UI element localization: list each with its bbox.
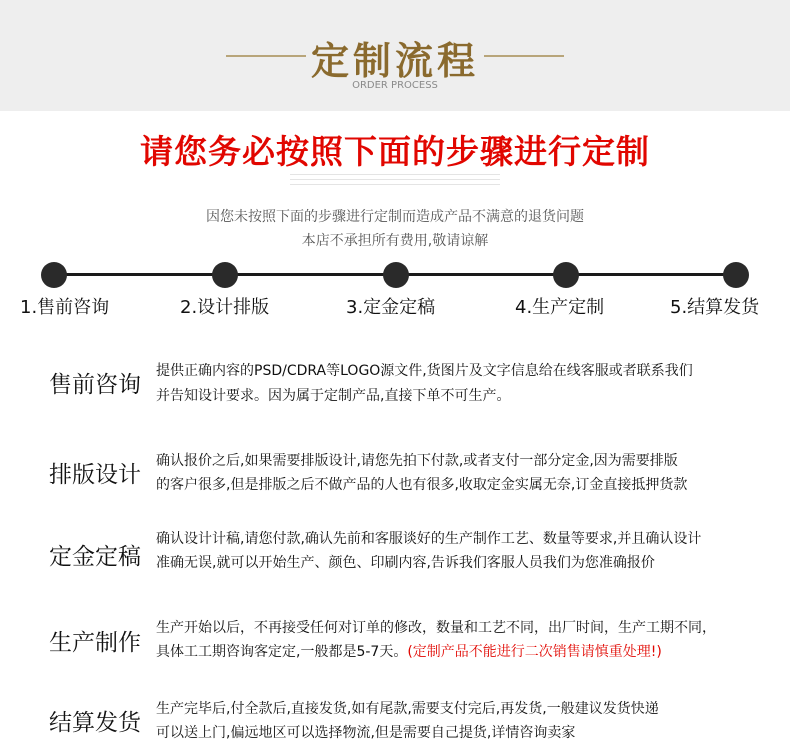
notice-line-1: 因您未按照下面的步骤进行定制而造成产品不满意的退货问题 (206, 209, 584, 225)
section-title-production: 生产制作 (49, 630, 141, 656)
timeline-dot-4 (553, 262, 579, 288)
step-label-2: 2.设计排版 (180, 297, 270, 318)
production-normal-text: 具体工工期咨询客定定,一般都是5-7天。 (156, 644, 408, 660)
section-text-deposit-1: 确认设计计稿,请您付款,确认先前和客服谈好的生产制作工艺、数量等要求,并且确认设计 (156, 531, 702, 547)
section-text-settlement-2: 可以送上门,偏远地区可以选择物流,但是需要自己提货,详情咨询卖家 (156, 725, 576, 741)
section-text-production-1: 生产开始以后，不再接受任何对订单的修改，数量和工艺不同，出厂时间，生产工期不同， (156, 620, 716, 636)
page-subtitle: ORDER PROCESS (352, 80, 438, 91)
timeline-dot-1 (41, 262, 67, 288)
section-text-production-2 (156, 641, 662, 661)
header-divider-right (484, 55, 564, 57)
production-warning-text: (定制产品不能进行二次销售请慎重处理!) (407, 644, 662, 660)
step-label-1: 1.售前咨询 (20, 297, 110, 318)
page-title: 定制流程 (310, 39, 479, 83)
section-text-presale-2: 并告知设计要求。因为属于定制产品,直接下单不可生产。 (156, 388, 511, 404)
section-title-presale: 售前咨询 (49, 372, 141, 398)
section-text-presale-1: 提供正确内容的PSD/CDRA等LOGO源文件,货图片及文字信息给在线客服或者联系我们 (156, 363, 693, 379)
section-title-settlement: 结算发货 (49, 710, 141, 736)
step-label-5: 5.结算发货 (670, 297, 760, 318)
warning-heading: 请您务必按照下面的步骤进行定制 (140, 132, 650, 171)
step-label-3: 3.定金定稿 (346, 297, 436, 318)
section-text-deposit-2: 准确无误,就可以开始生产、颜色、印刷内容,告诉我们客服人员我们为您准确报价 (156, 555, 655, 571)
section-title-design: 排版设计 (49, 462, 141, 488)
header-banner (0, 0, 790, 111)
timeline-dot-3 (383, 262, 409, 288)
section-text-design-2: 的客户很多,但是排版之后不做产品的人也有很多,收取定金实属无奈,订金直接抵押货款 (156, 477, 688, 493)
section-text-design-1: 确认报价之后,如果需要排版设计,请您先拍下付款,或者支付一部分定金,因为需要排版 (156, 453, 678, 469)
step-label-4: 4.生产定制 (515, 297, 605, 318)
notice-line-2: 本店不承担所有费用,敬请谅解 (301, 233, 489, 249)
decorative-lines (290, 174, 500, 190)
section-text-settlement-1: 生产完毕后,付全款后,直接发货,如有尾款,需要支付完后,再发货,一般建议发货快递 (156, 701, 659, 717)
section-title-deposit: 定金定稿 (49, 544, 141, 570)
timeline-dot-2 (212, 262, 238, 288)
timeline-dot-5 (723, 262, 749, 288)
